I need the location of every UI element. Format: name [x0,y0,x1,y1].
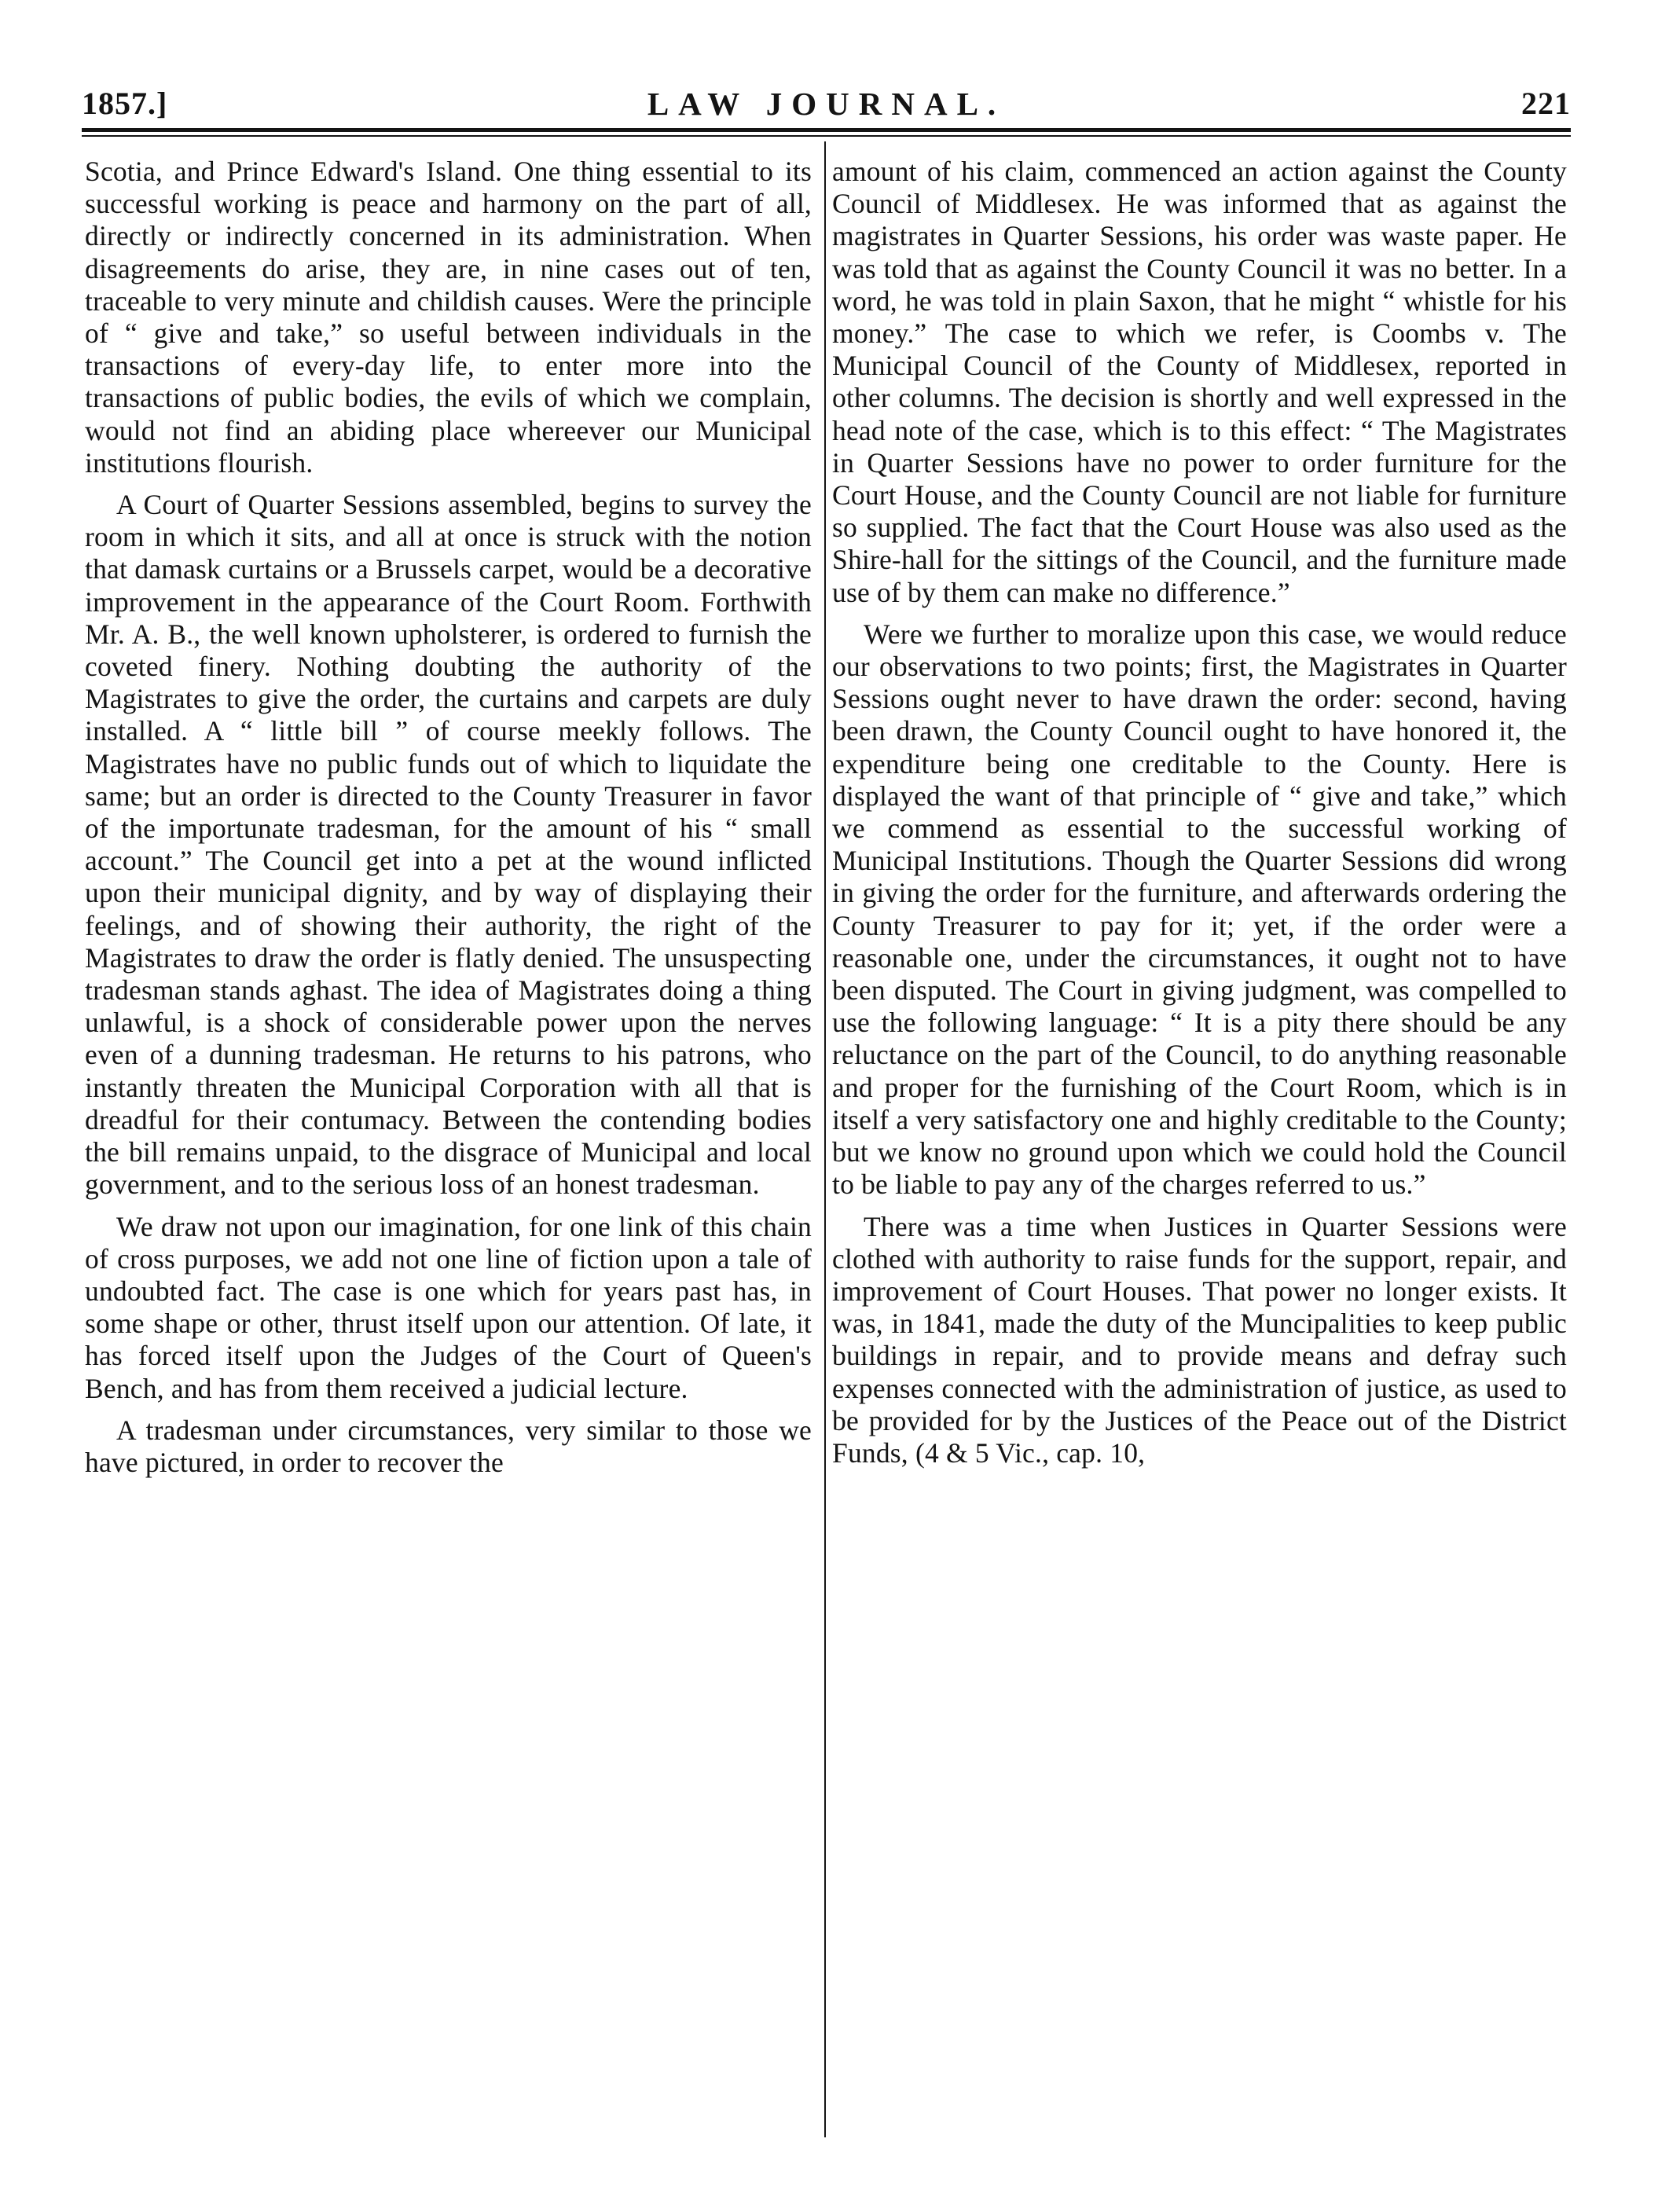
paragraph: A tradesman under circumstances, very similar to those we have pictured, in order to recover the [85,1414,812,1478]
column-divider [824,141,826,2137]
header-rule-thick [82,128,1571,132]
left-column [85,156,812,2155]
paragraph: There was a time when Justices in Quarter Sessions were clothed with authority to raise funds for the support, repair, and improvement of Court Houses. That power no longer exists. It was, in 1841, made the duty of the Muncipalities to keep public buildings in repair, and to provide means and defray such expenses connected with the administration of justice, as used to be provided for by the Justices of the Peace out of the District Funds, (4 & 5 Vic., cap. 10, [832,1210,1567,1469]
paragraph: Were we further to moralize upon this case, we would reduce our observations to two points; first, the Magistrates in Quarter Sessions ought never to have drawn the order: second, having been drawn, the County Council ought to have honored it, the expenditure being one creditable to the County. Here is displayed the want of that principle of “ give and take,” which we commend as essential to the successful working of Municipal Institutions. Though the Quarter Sessions did wrong in giving the order for the furniture, and afterwards ordering the County Treasurer to pay for it; yet, if the order were a reasonable one, under the circumstances, it ought not to have been disputed. The Court in giving judgment, was compelled to use the following language: “ It is a pity there should be any reluctance on the part of the Council, to do anything reasonable and proper for the furnishing of the Court Room, which is in itself a very satisfactory one and highly creditable to the County; but we know no ground upon which we could hold the Council to be liable to pay any of the charges referred to us.” [832,618,1567,1201]
right-column [832,156,1567,2155]
paragraph: A Court of Quarter Sessions assembled, begins to survey the room in which it sits, and all at once is struck with the notion that damask curtains or a Brussels carpet, would be a decorative improvement in the appearance of the Court Room. Forthwith Mr. A. B., the well known upholsterer, is ordered to furnish the coveted finery. Nothing doubting the authority of the Magistrates to give the order, the curtains and carpets are duly installed. A “ little bill ” of course meekly follows. The Magistrates have no public funds out of which to liquidate the same; but an order is directed to the County Treasurer in favor of the importunate tradesman, for the amount of his “ small account.” The Council get into a pet at the wound inflicted upon their municipal dignity, and by way of displaying their feelings, and of showing their authority, the right of the Magistrates to draw the order is flatly denied. The unsuspecting tradesman stands aghast. The idea of Magistrates doing a thing unlawful, is a shock of considerable power upon the nerves even of a dunning tradesman. He returns to his patrons, who instantly threaten the Municipal Corporation with all that is dreadful for their contumacy. Between the contending bodies the bill remains unpaid, to the disgrace of Municipal and local government, and to the serious loss of an honest tradesman. [85,489,812,1201]
paragraph: Scotia, and Prince Edward's Island. One thing essential to its successful working is peace and harmony on the part of all, directly or indirectly concerned in its administration. When disagreements do arise, they are, in nine cases out of ten, traceable to very minute and childish causes. Were the principle of “ give and take,” so useful between individuals in the transactions of every-day life, to enter more into the transactions of public bodies, the evils of which we complain, would not find an abiding place whereever our Municipal institutions flourish. [85,156,812,479]
page-number: 221 [1521,86,1571,121]
running-header [82,85,1571,132]
paragraph: amount of his claim, commenced an action against the County Council of Middlesex. He was informed that as against the magistrates in Quarter Sessions, his order was waste paper. He was told that as against the County Council it was no better. In a word, he was told in plain Saxon, that he might “ whistle for his money.” The case to which we refer, is Coombs v. The Municipal Council of the County of Middlesex, reported in other columns. The decision is shortly and well expressed in the head note of the case, which is to this effect: “ The Magistrates in Quarter Sessions have no power to order furniture for the Court House, and the County Council are not liable for furniture so supplied. The fact that the Court House was also used as the Shire-hall for the sittings of the Council, and the furniture made use of by them can make no difference.” [832,156,1567,608]
header-year: 1857.] [82,86,168,121]
paragraph: We draw not upon our imagination, for one link of this chain of cross purposes, we add not one line of fiction upon a tale of undoubted fact. The case is one which for years past has, in some shape or other, thrust itself upon our attention. Of late, it has forced itself upon the Judges of the Court of Queen's Bench, and has from them received a judicial lecture. [85,1210,812,1404]
header-rule-thin [82,135,1571,137]
journal-title: LAW JOURNAL. [647,86,1006,122]
